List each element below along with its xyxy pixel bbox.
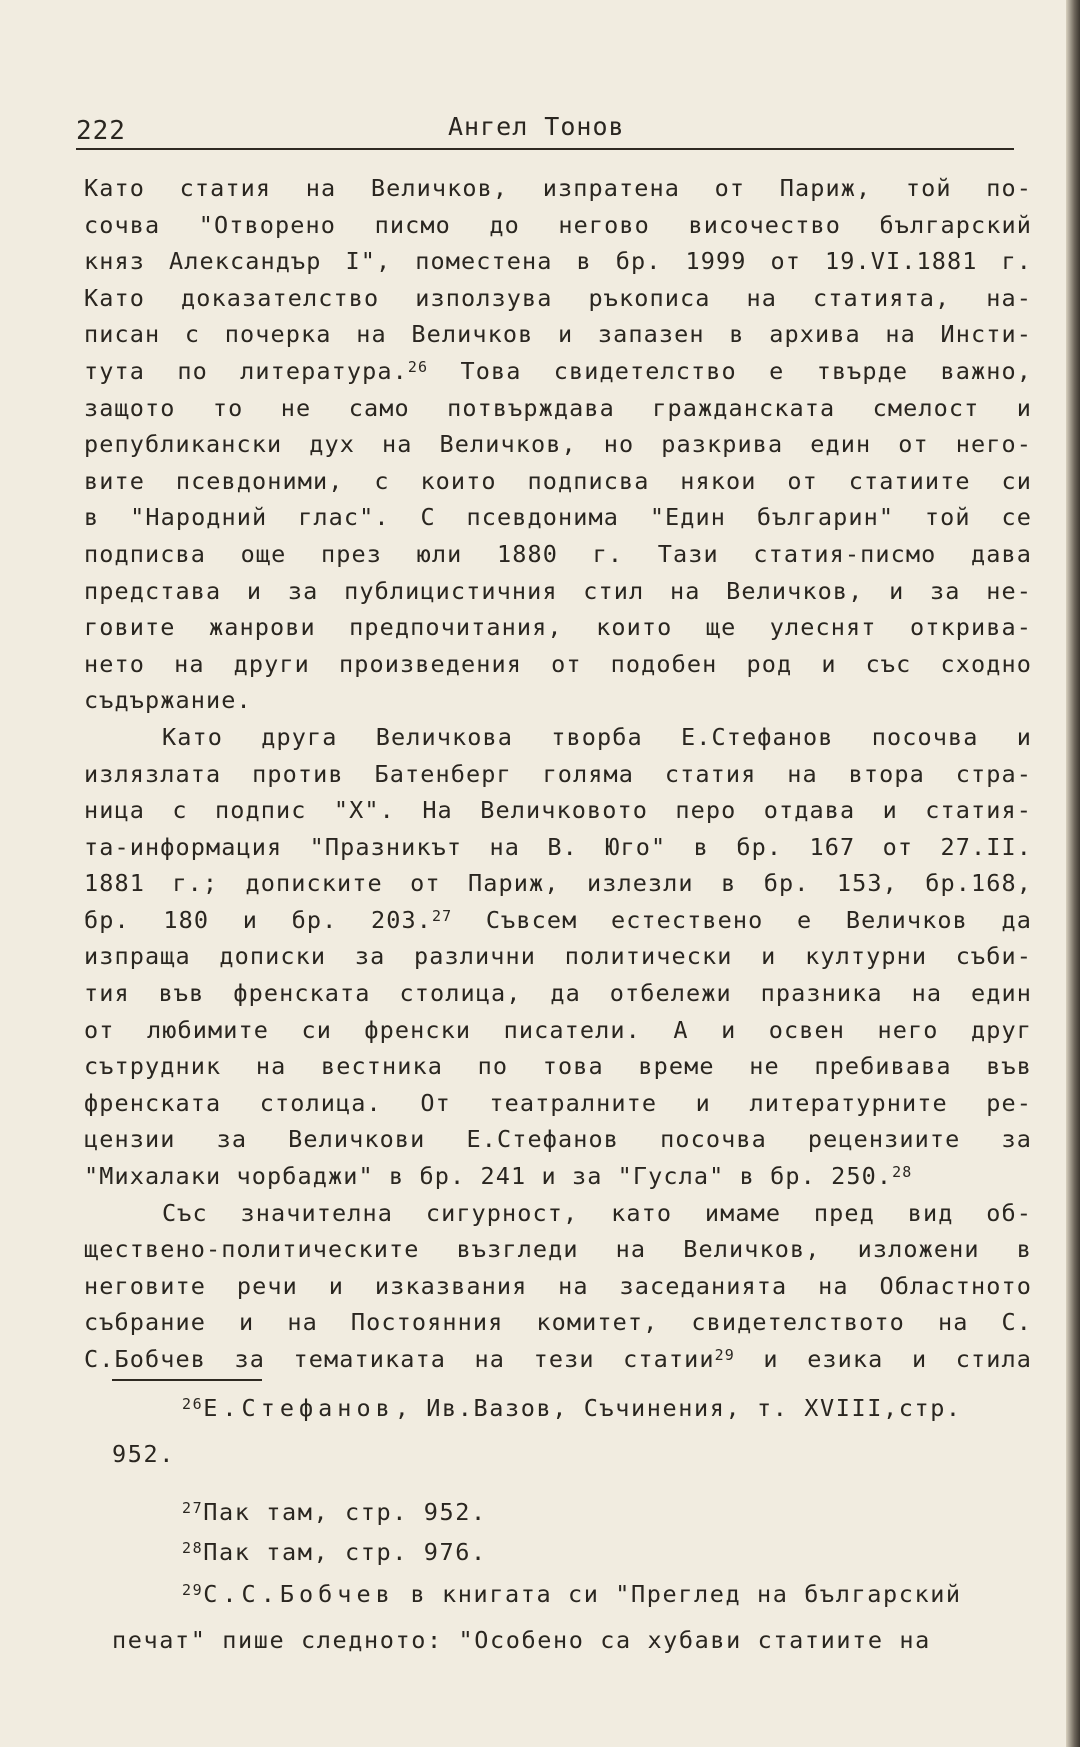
text-line: защото то не само потвърждава гражданската смелост и — [84, 393, 1032, 422]
footnote-number-text: 26 — [182, 1395, 204, 1413]
text-line — [84, 353, 1032, 390]
text-line: съдържание. — [84, 686, 252, 715]
text-line: княз Александър I", поместена в бр. 1999 от 19.VI.1881 г. — [84, 247, 1032, 276]
line-text: Съвсем естествено е Величков да — [452, 905, 1032, 934]
text-line: от любимите си френски писатели. А и освен него друг — [84, 1015, 1032, 1044]
text-line: писан с почерка на Величков и запазен в архива на Инсти- — [84, 320, 1032, 349]
text-line: събрание и на Постоянния комитет, свидетелството на С. — [84, 1308, 1032, 1337]
header-rule — [76, 148, 1014, 150]
text-line: та-информация "Празникът на В. Юго" в бр. 167 от 27.II. — [84, 832, 1032, 861]
text-line: Като друга Величкова творба Е.Стефанов посочва и — [162, 722, 1032, 751]
line-text: и езика и стила — [734, 1345, 1032, 1373]
footnote-marker — [715, 1346, 735, 1364]
footnote-text: в книгата си "Преглед на българский — [394, 1580, 962, 1608]
text-line: 1881 г.; дописките от Париж, излезли в бр. 153, бр.168, — [84, 869, 1032, 898]
footnote-ref: 27 — [431, 906, 453, 925]
footnote — [112, 1494, 1032, 1530]
footnote-marker — [892, 1163, 912, 1181]
footnote-author: Е.Стефанов — [203, 1394, 395, 1422]
footnote-number — [182, 1539, 203, 1557]
footnote-marker — [432, 907, 452, 925]
text-line: ществено-политическите възгледи на Величков, изложени в — [84, 1235, 1032, 1264]
text-line: сътрудник на вестника по това време не пребивава във — [84, 1052, 1032, 1081]
text-line: излязлата против Батенберг голяма статия на втора стра- — [84, 759, 1032, 788]
footnote-line — [112, 1390, 1032, 1426]
text-line: в "Народний глас". С псевдонима "Един българин" той се — [84, 503, 1032, 532]
text-line: неговите речи и изказвания на заседанията на Областното — [84, 1271, 1032, 1300]
line-text: Това свидетелство е твърде важно, — [428, 356, 1032, 385]
footnote-author: С.С.Бобчев — [203, 1580, 395, 1608]
text-line: нето на други произведения от подобен род и със сходно — [84, 649, 1032, 678]
text-line: изпраща дописки за различни политически и културни съби- — [84, 942, 1032, 971]
footnote — [112, 1576, 1032, 1658]
text-line — [84, 1158, 1032, 1195]
footnote-marker — [408, 358, 428, 376]
text-line: Като доказателство използува ръкописа на статията, на- — [84, 283, 1032, 312]
footnote-ref: 28 — [892, 1163, 913, 1182]
text-line: републикански дух на Величков, но разкрива един от него- — [84, 430, 1032, 459]
footnote-number-text: 28 — [182, 1539, 204, 1557]
running-head-title: Ангел Тонов — [448, 112, 625, 141]
footnote-line — [112, 1534, 1032, 1570]
footnote-text: Пак там, стр. 952. — [203, 1498, 487, 1526]
body-text — [84, 170, 1032, 1378]
text-line: ница с подпис "X". На Величковото перо отдава и статия- — [84, 796, 1032, 825]
footnote-number — [182, 1395, 203, 1413]
text-line: Като статия на Величков, изпратена от Париж, той по- — [84, 174, 1032, 202]
text-line: подписва още през юли 1880 г. Тази статия-писмо дава — [84, 539, 1032, 568]
footnote-continuation: печат" пише следното: "Особено са хубави статиите на — [112, 1626, 931, 1654]
text-line: тия във френската столица, да отбележи празника на един — [84, 979, 1032, 1008]
line-text: бр. 180 и бр. 203. — [84, 905, 432, 934]
footnote-rule — [112, 1379, 262, 1381]
running-head — [76, 112, 1014, 146]
text-line: вите псевдоними, с които подписва някои от статиите си — [84, 466, 1032, 495]
footnote-ref: 29 — [714, 1346, 735, 1364]
line-text: С.Бобчев за тематиката на тези статии — [84, 1345, 715, 1373]
text-line: цензии за Величкови Е.Стефанов посочва рецензиите за — [84, 1125, 1032, 1154]
footnote — [112, 1390, 1032, 1472]
footnote-continuation: 952. — [112, 1440, 175, 1468]
footnote-number-text: 29 — [182, 1581, 204, 1599]
page-number: 222 — [76, 116, 126, 146]
page-edge — [1066, 0, 1080, 1747]
text-line: сочва "Отворено писмо до негово височество българский — [84, 210, 1032, 239]
footnote — [112, 1534, 1032, 1570]
footnote-number — [182, 1499, 203, 1517]
footnote-number — [182, 1581, 203, 1599]
text-line: представа и за публицистичния стил на Величков, и за не- — [84, 576, 1032, 605]
footnote-line — [112, 1576, 1032, 1612]
line-text: тута по литература. — [84, 356, 408, 385]
line-text: "Михалаки чорбаджи" в бр. 241 и за "Гусла" в бр. 250. — [84, 1162, 893, 1191]
footnote-text: , Ив.Вазов, Съчинения, т. XVIII,стр. — [394, 1394, 962, 1422]
footnote-text: Пак там, стр. 976. — [203, 1538, 487, 1566]
footnote-number-text: 27 — [182, 1499, 204, 1517]
text-line — [84, 902, 1032, 939]
text-line: френската столица. От театралните и литературните ре- — [84, 1088, 1032, 1117]
text-line: Със значителна сигурност, като имаме пред вид об- — [162, 1198, 1032, 1227]
text-line — [84, 1341, 1032, 1378]
text-line: говите жанрови предпочитания, които ще улеснят открива- — [84, 613, 1032, 642]
footnote-ref: 26 — [407, 357, 429, 376]
footnote-line — [112, 1494, 1032, 1530]
